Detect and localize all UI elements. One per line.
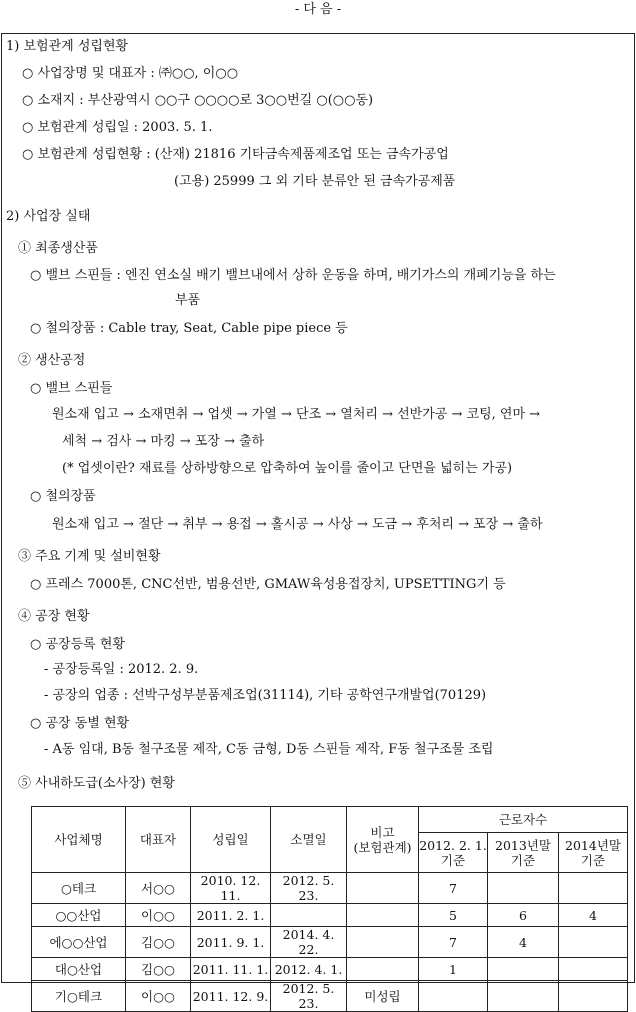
cell-workers-2013	[488, 981, 559, 1012]
valve-spindle-desc: ○ 밸브 스핀들 : 엔진 연소실 배기 밸브내에서 상하 운동을 하며, 배기가스의 개폐기능을 하는	[30, 268, 556, 283]
cell-established-date: 2011. 2. 1.	[191, 904, 271, 927]
header-extinction-date: 소멸일	[271, 807, 347, 873]
cell-workers-2013	[488, 958, 559, 981]
valve-process-label: ○ 밸브 스핀들	[30, 381, 113, 396]
cell-workers-2014	[559, 981, 628, 1012]
cell-business-name: ○테크	[32, 873, 126, 904]
factory-status-title: ④ 공장 현황	[18, 609, 90, 624]
cell-established-date: 2010. 12. 11.	[191, 873, 271, 904]
header-business-name: 사업체명	[32, 807, 126, 873]
equipment-title: ③ 주요 기계 및 설비현황	[18, 549, 161, 564]
table-row	[32, 927, 628, 958]
production-process-title: ② 생산공정	[18, 353, 86, 368]
cell-business-name: 에○○산업	[32, 927, 126, 958]
equipment-list: ○ 프레스 7000톤, CNC선반, 범용선반, GMAW육성용접장치, UPSETTING기 등	[30, 577, 506, 592]
valve-spindle-desc-cont: 부품	[175, 293, 201, 308]
header-year-2014-line-2: 기준	[580, 852, 606, 868]
steel-process-line-1: 원소재 입고 → 절단 → 취부 → 용접 → 홀시공 → 사상 → 도금 → 후처리 → 포장 → 출하	[52, 517, 543, 532]
subcontractor-title: ⑤ 사내하도급(소사장) 현황	[18, 776, 175, 791]
cell-workers-2012	[419, 981, 488, 1012]
building-status-label: ○ 공장 동별 현황	[30, 716, 130, 731]
steel-outfitting-desc: ○ 철의장품 : Cable tray, Seat, Cable pipe piece 등	[30, 321, 348, 336]
cell-workers-2012: 7	[419, 927, 488, 958]
cell-representative: 김○○	[126, 927, 191, 958]
cell-workers-2012: 5	[419, 904, 488, 927]
cell-representative: 이○○	[126, 904, 191, 927]
header-year-2014-line-1: 2014년말	[565, 837, 621, 853]
address-item: ○ 소재지 : 부산광역시 ○○구 ○○○○로 3○○번길 ○(○○동)	[22, 93, 374, 108]
header-year-2013-line-1: 2013년말	[495, 837, 551, 853]
cell-extinction-date: 2012. 5. 23.	[271, 981, 347, 1012]
cell-extinction-date	[271, 904, 347, 927]
header-note	[347, 807, 419, 873]
table-row	[32, 958, 628, 981]
header-representative: 대표자	[126, 807, 191, 873]
header-year-2012	[419, 833, 488, 873]
table-row	[32, 981, 628, 1012]
cell-business-name: 기○테크	[32, 981, 126, 1012]
upset-note: (* 업셋이란? 재료를 상하방향으로 압축하여 높이를 줄이고 단면을 넓히는 가공)	[62, 461, 513, 476]
valve-process-line-2: 세척 → 검사 → 마킹 → 포장 → 출하	[62, 434, 265, 449]
cell-business-name: ○○산업	[32, 904, 126, 927]
cell-note	[347, 904, 419, 927]
header-year-2014	[559, 833, 628, 873]
subcontractor-table	[31, 806, 628, 1012]
header-note-line-2: (보험관계)	[353, 839, 412, 855]
cell-extinction-date: 2012. 4. 1.	[271, 958, 347, 981]
section-1-title: 1) 보험관계 성립현황	[6, 39, 129, 54]
steel-process-label: ○ 철의장품	[30, 489, 96, 504]
cell-workers-2012: 7	[419, 873, 488, 904]
cell-workers-2013: 6	[488, 904, 559, 927]
header-year-2013	[488, 833, 559, 873]
cell-business-name: 대○산업	[32, 958, 126, 981]
cell-workers-2013: 4	[488, 927, 559, 958]
header-year-2012-line-1: 2012. 2. 1.	[419, 837, 487, 853]
cell-representative: 이○○	[126, 981, 191, 1012]
section-2-title: 2) 사업장 실태	[6, 209, 91, 224]
header-workers: 근로자수	[419, 807, 628, 833]
cell-note	[347, 873, 419, 904]
business-name-item: ○ 사업장명 및 대표자 : ㈜○○, 이○○	[22, 66, 239, 81]
header-note-line-1: 비고	[370, 824, 395, 840]
cell-established-date: 2011. 11. 1.	[191, 958, 271, 981]
cell-workers-2014	[559, 927, 628, 958]
cell-workers-2012: 1	[419, 958, 488, 981]
document-heading: - 다 음 -	[294, 2, 342, 17]
cell-established-date: 2011. 12. 9.	[191, 981, 271, 1012]
factory-registration-label: ○ 공장등록 현황	[30, 637, 125, 652]
header-established-date: 성립일	[191, 807, 271, 873]
cell-workers-2014	[559, 873, 628, 904]
cell-extinction-date: 2014. 4. 22.	[271, 927, 347, 958]
cell-workers-2014: 4	[559, 904, 628, 927]
cell-representative: 서○○	[126, 873, 191, 904]
insurance-status-continued: (고용) 25999 그 외 기타 분류안 된 금속가공제품	[174, 174, 456, 189]
cell-workers-2014	[559, 958, 628, 981]
cell-note	[347, 927, 419, 958]
header-year-2012-line-2: 기준	[440, 852, 466, 868]
cell-workers-2013	[488, 873, 559, 904]
table-row	[32, 873, 628, 904]
cell-established-date: 2011. 9. 1.	[191, 927, 271, 958]
factory-registration-date: - 공장등록일 : 2012. 2. 9.	[44, 662, 199, 677]
cell-extinction-date: 2012. 5. 23.	[271, 873, 347, 904]
table-row	[32, 904, 628, 927]
factory-business-type: - 공장의 업종 : 선박구성부분품제조업(31114), 기타 공학연구개발업(70129)	[44, 688, 487, 703]
cell-representative: 김○○	[126, 958, 191, 981]
final-products-title: ① 최종생산품	[18, 241, 98, 256]
building-status-line: - A동 임대, B동 철구조물 제작, C동 금형, D동 스핀들 제작, F동 철구조물 조립	[44, 742, 494, 757]
cell-note: 미성립	[347, 981, 419, 1012]
header-year-2013-line-2: 기준	[510, 852, 536, 868]
table-header-row	[32, 807, 628, 833]
cell-note	[347, 958, 419, 981]
insurance-status-item: ○ 보험관계 성립현황 : (산재) 21816 기타금속제품제조업 또는 금속가공업	[22, 147, 449, 162]
valve-process-line-1: 원소재 입고 → 소재면취 → 업셋 → 가열 → 단조 → 열처리 → 선반가공 → 코팅, 연마 →	[52, 407, 541, 422]
insurance-date-item: ○ 보험관계 성립일 : 2003. 5. 1.	[22, 120, 213, 135]
